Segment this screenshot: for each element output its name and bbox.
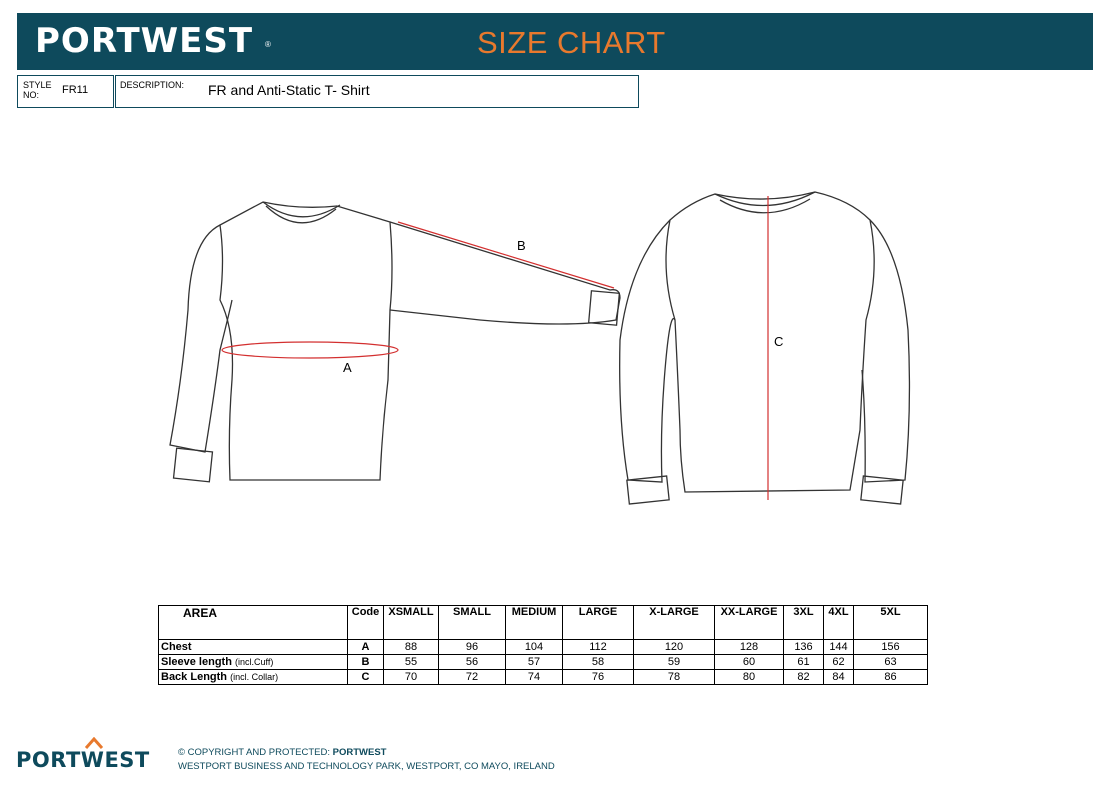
- table-cell: 84: [824, 670, 854, 685]
- front-right-sleeve: [390, 222, 620, 324]
- header-large: LARGE: [563, 606, 634, 640]
- row-code: B: [348, 655, 384, 670]
- table-cell: 120: [634, 640, 715, 655]
- table-cell: 104: [506, 640, 563, 655]
- table-row: [159, 670, 928, 685]
- label-a: A: [343, 360, 352, 375]
- label-b: B: [517, 238, 526, 253]
- table-cell: 86: [854, 670, 928, 685]
- footer-logo: PORTWEST: [16, 748, 150, 772]
- front-left-cuff: [174, 448, 213, 482]
- sleeve-measure-line: [398, 222, 614, 288]
- table-cell: 74: [506, 670, 563, 685]
- row-code: C: [348, 670, 384, 685]
- copyright-line: [178, 747, 386, 758]
- back-right-sleeve: [862, 220, 909, 482]
- table-cell: 88: [384, 640, 439, 655]
- row-label: Chest: [161, 641, 192, 653]
- table-cell: 96: [439, 640, 506, 655]
- description-box: [115, 75, 639, 108]
- table-cell: 70: [384, 670, 439, 685]
- portwest-logo: PORTWEST: [35, 21, 254, 61]
- table-cell: 156: [854, 640, 928, 655]
- size-table-header: [159, 606, 928, 640]
- header-small: SMALL: [439, 606, 506, 640]
- header-medium: MEDIUM: [506, 606, 563, 640]
- table-cell: 55: [384, 655, 439, 670]
- style-value: FR11: [62, 84, 89, 96]
- table-cell: 82: [784, 670, 824, 685]
- header-5xl: 5XL: [854, 606, 928, 640]
- address-line: WESTPORT BUSINESS AND TECHNOLOGY PARK, WESTPORT, CO MAYO, IRELAND: [178, 761, 555, 772]
- table-cell: 62: [824, 655, 854, 670]
- row-name-sleeve: [159, 655, 348, 670]
- table-row: [159, 640, 928, 655]
- header-x-large: X-LARGE: [634, 606, 715, 640]
- row-label: Sleeve length: [161, 656, 232, 668]
- table-cell: 58: [563, 655, 634, 670]
- garment-illustration: [150, 180, 930, 510]
- size-table: [158, 605, 928, 685]
- back-shirt-body: [666, 192, 874, 492]
- header-4xl: 4XL: [824, 606, 854, 640]
- table-cell: 136: [784, 640, 824, 655]
- style-box: [17, 75, 114, 108]
- table-cell: 56: [439, 655, 506, 670]
- description-value: FR and Anti-Static T- Shirt: [208, 82, 370, 98]
- header-code: Code: [348, 606, 384, 640]
- table-cell: 80: [715, 670, 784, 685]
- header-3xl: 3XL: [784, 606, 824, 640]
- description-label: DESCRIPTION:: [120, 80, 185, 90]
- table-cell: 57: [506, 655, 563, 670]
- header-xx-large: XX-LARGE: [715, 606, 784, 640]
- row-code: A: [348, 640, 384, 655]
- copyright-brand: PORTWEST: [332, 747, 387, 758]
- table-cell: 59: [634, 655, 715, 670]
- table-cell: 144: [824, 640, 854, 655]
- header-xsmall: XSMALL: [384, 606, 439, 640]
- registered-mark: ®: [265, 40, 271, 49]
- table-cell: 112: [563, 640, 634, 655]
- header-bar: [17, 13, 1093, 70]
- row-note: (incl. Collar): [230, 672, 279, 682]
- row-note: (incl.Cuff): [234, 657, 274, 667]
- table-cell: 78: [634, 670, 715, 685]
- table-cell: 72: [439, 670, 506, 685]
- table-cell: 63: [854, 655, 928, 670]
- copyright-prefix: © COPYRIGHT AND PROTECTED:: [178, 747, 333, 758]
- row-label: Back Length: [161, 671, 228, 683]
- row-name-chest: [159, 640, 348, 655]
- header-area: AREA: [159, 606, 348, 640]
- label-c: C: [774, 334, 784, 349]
- front-shirt-body: [220, 202, 392, 480]
- table-cell: 61: [784, 655, 824, 670]
- chest-measure-line: [222, 342, 398, 358]
- table-cell: 60: [715, 655, 784, 670]
- back-left-sleeve: [620, 220, 675, 482]
- table-cell: 76: [563, 670, 634, 685]
- table-row: [159, 655, 928, 670]
- style-label: STYLE NO:: [23, 80, 52, 100]
- page-title: SIZE CHART: [477, 25, 666, 60]
- row-name-back-length: [159, 670, 348, 685]
- table-cell: 128: [715, 640, 784, 655]
